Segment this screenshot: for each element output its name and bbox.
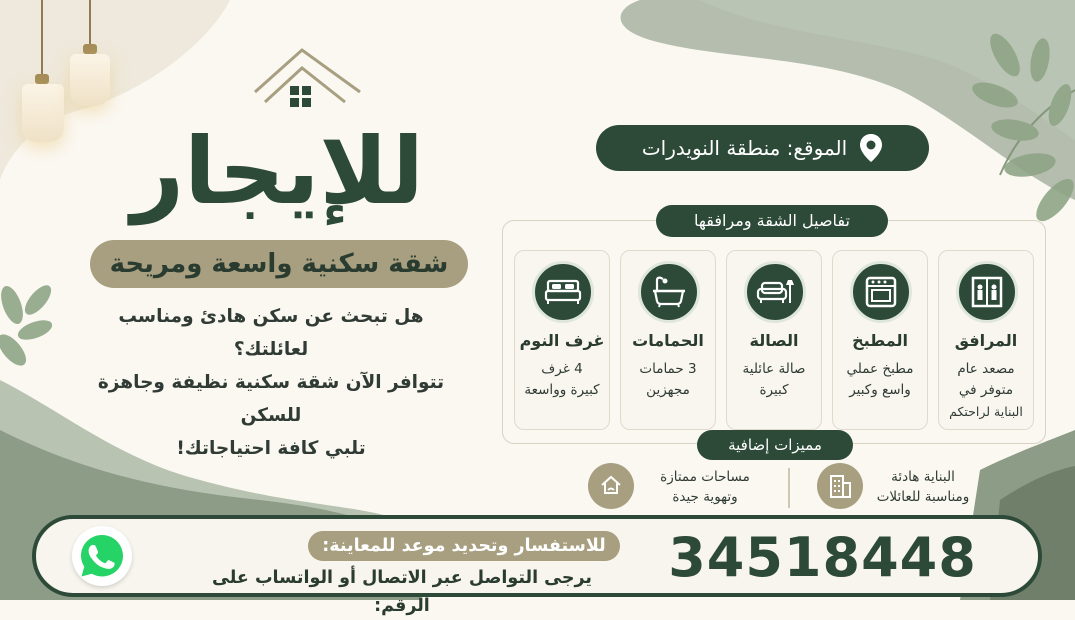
building-icon [817, 463, 863, 509]
card-title: المطبخ [852, 331, 908, 350]
main-title: للإيجار [131, 118, 424, 225]
card-title: المرافق [954, 331, 1018, 350]
card-description [729, 359, 819, 401]
bathtub-icon [638, 261, 700, 323]
details-label: تفاصيل الشقة ومرافقها [656, 205, 888, 237]
intro-text [80, 300, 462, 465]
card-desc-line: كبيرة وواسعة [524, 382, 600, 398]
intro-line: هل تبحث عن سكن هادئ ومناسب لعائلتك؟ [118, 306, 424, 360]
card-desc-line: كبيرة [759, 382, 789, 398]
extra-text-line: ومناسبة للعائلات [876, 489, 970, 505]
house-window [290, 86, 311, 107]
divider [788, 468, 790, 508]
location-text: الموقع: منطقة النويدرات [641, 136, 848, 160]
card-desc-line: البناية لراحتكم [949, 404, 1023, 419]
card-desc-line: صالة عائلية [742, 361, 806, 377]
card-bathrooms [620, 250, 716, 430]
intro-line: تلبي كافة احتياجاتك! [176, 438, 366, 459]
card-title: الحمامات [632, 331, 704, 350]
whatsapp-button[interactable] [72, 526, 132, 586]
card-description [623, 359, 713, 401]
phone-number[interactable]: 34518448 [668, 526, 977, 589]
house-hand-icon [588, 463, 634, 509]
card-kitchen [832, 250, 928, 430]
bed-icon [532, 261, 594, 323]
subtitle-pill: شقة سكنية واسعة ومريحة [90, 240, 468, 288]
elevator-icon [956, 261, 1018, 323]
card-desc-line: مطبخ عملي [846, 361, 914, 377]
sofa-icon [744, 261, 806, 323]
extra-text-line: وتهوية جيدة [672, 489, 738, 505]
card-description [835, 359, 925, 401]
card-desc-line: مجهزين [646, 382, 690, 398]
extra-text-line: البناية هادئة [891, 469, 955, 485]
extras-label: مميزات إضافية [697, 430, 853, 460]
card-description [941, 359, 1031, 422]
location-pill [596, 125, 929, 171]
card-description [517, 359, 607, 401]
contact-instructions: يرجى التواصل عبر الاتصال أو الواتساب على الرقم: [212, 568, 592, 616]
extra-text-line: مساحات ممتازة [660, 469, 750, 485]
whatsapp-icon [77, 531, 127, 581]
card-title: الصالة [749, 331, 799, 350]
card-title: غرف النوم [519, 331, 605, 350]
card-desc-line: واسع وكبير [849, 382, 911, 398]
intro-line: تتوافر الآن شقة سكنية نظيفة وجاهزة للسكن [97, 372, 445, 426]
card-desc-line: 3 حمامات [639, 361, 697, 377]
leaf-branch-left [0, 281, 56, 370]
card-living-room [726, 250, 822, 430]
card-desc-line: متوفر في [958, 382, 1014, 398]
inquiry-pill: للاستفسار وتحديد موعد للمعاينة: [308, 531, 620, 561]
card-desc-line: مصعد عام [957, 361, 1015, 377]
extra-feature-quiet [858, 467, 988, 507]
location-pin-icon [859, 133, 883, 163]
extra-feature-spacious [640, 467, 770, 507]
card-facilities [938, 250, 1034, 430]
card-bedrooms [514, 250, 610, 430]
oven-icon [850, 261, 912, 323]
card-desc-line: 4 غرف [541, 361, 583, 377]
